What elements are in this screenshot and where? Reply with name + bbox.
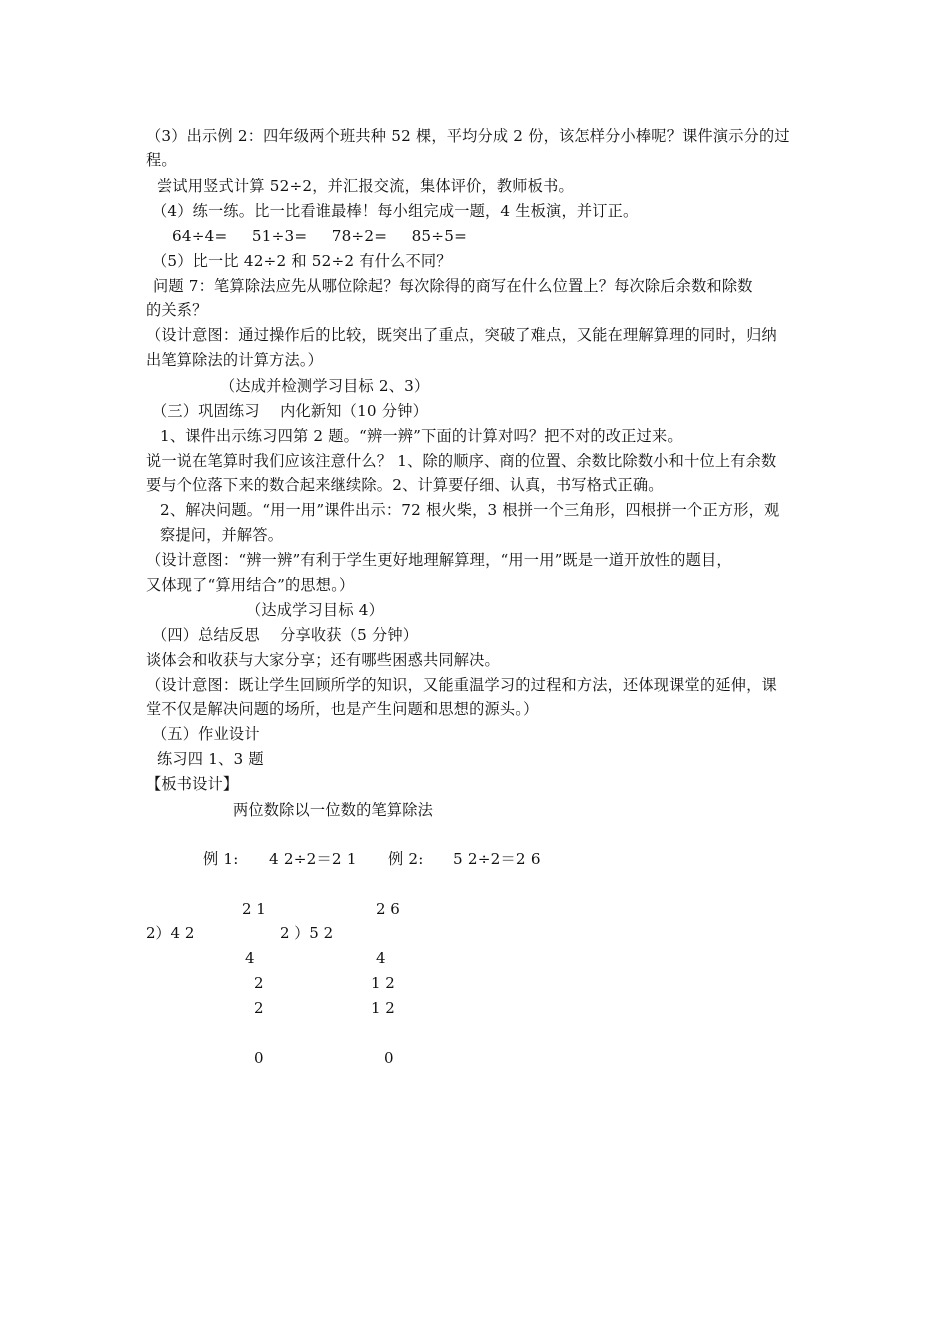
- section-heading: （四）总结反思 分享收获（5 分钟）: [152, 626, 419, 644]
- division-2-remainder: 0: [384, 1049, 394, 1067]
- text-line: 要与个位落下来的数合起来继续除。2、计算要仔细、认真，书写格式正确。: [146, 476, 664, 494]
- text-line: （设计意图：“辨一辨”有利于学生更好地理解算理，“用一用”既是一道开放性的题目，: [146, 551, 732, 569]
- text-line: 谈体会和收获与大家分享；还有哪些困惑共同解决。: [146, 651, 500, 669]
- example-2-label: 例 2:: [388, 850, 424, 868]
- text-line: 练习四 1、3 题: [157, 750, 264, 768]
- text-line: 察提问，并解答。: [160, 526, 284, 544]
- text-line: （达成并检测学习目标 2、3）: [220, 377, 430, 395]
- example-1-equation: 4 2÷2＝2 1: [269, 850, 357, 868]
- division-1-step: 2: [254, 974, 264, 992]
- text-line: 又体现了“算用结合”的思想。）: [146, 576, 355, 594]
- text-line: 程。: [146, 151, 177, 169]
- text-line: 说一说在笔算时我们应该注意什么？ 1、除的顺序、商的位置、余数比除数小和十位上有余数: [146, 452, 777, 470]
- division-1-quotient: 2 1: [242, 900, 266, 918]
- text-line: 尝试用竖式计算 52÷2，并汇报交流，集体评价，教师板书。: [157, 177, 574, 195]
- text-line: 问题 7：笔算除法应先从哪位除起？每次除得的商写在什么位置上？每次除后余数和除数: [153, 277, 753, 295]
- text-line: 64÷4= 51÷3= 78÷2= 85÷5=: [172, 227, 468, 245]
- text-line: 堂不仅是解决问题的场所，也是产生问题和思想的源头。）: [146, 700, 539, 718]
- text-line: （3）出示例 2：四年级两个班共种 52 棵，平均分成 2 份，该怎样分小棒呢？课件演示分的过: [146, 127, 790, 145]
- example-1-label: 例 1:: [203, 850, 239, 868]
- text-line: 出笔算除法的计算方法。）: [146, 351, 324, 369]
- text-line: （4）练一练。比一比看谁最棒！每小组完成一题，4 生板演，并订正。: [152, 202, 639, 220]
- division-1-step: 2: [254, 999, 264, 1017]
- example-2-equation: 5 2÷2＝2 6: [453, 850, 541, 868]
- text-line: （设计意图：通过操作后的比较，既突出了重点，突破了难点，又能在理解算理的同时，归纳: [146, 326, 777, 344]
- division-1-step: 4: [245, 949, 255, 967]
- text-line: 1、课件出示练习四第 2 题。“辨一辨”下面的计算对吗？把不对的改正过来。: [160, 427, 683, 445]
- text-line: （达成学习目标 4）: [246, 601, 384, 619]
- division-2-step: 1 2: [371, 999, 395, 1017]
- division-2-quotient: 2 6: [376, 900, 400, 918]
- text-line: 2、解决问题。“用一用”课件出示：72 根火柴，3 根拼一个三角形，四根拼一个正方形，观: [160, 501, 780, 519]
- text-line: 的关系？: [146, 301, 208, 319]
- text-line: （设计意图：既让学生回顾所学的知识，又能重温学习的过程和方法，还体现课堂的延伸，课: [146, 676, 777, 694]
- division-1-setup: 2）4 2: [146, 924, 195, 942]
- division-2-step: 4: [376, 949, 386, 967]
- section-heading: （三）巩固练习 内化新知（10 分钟）: [152, 402, 428, 420]
- division-1-remainder: 0: [254, 1049, 264, 1067]
- division-2-setup: 2 ）5 2: [280, 924, 334, 942]
- text-line: （5）比一比 42÷2 和 52÷2 有什么不同？: [152, 252, 452, 270]
- division-2-step: 1 2: [371, 974, 395, 992]
- board-title: 两位数除以一位数的笔算除法: [233, 801, 434, 819]
- section-heading: 【板书设计】: [146, 775, 239, 793]
- section-heading: （五）作业设计: [152, 725, 260, 743]
